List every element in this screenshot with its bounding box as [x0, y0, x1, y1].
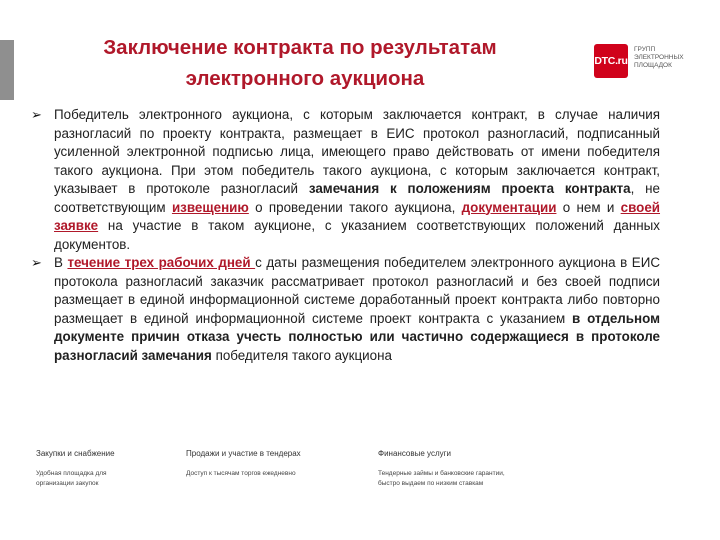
highlighted-term: своей заявке — [54, 199, 661, 233]
text-run: победителя такого аукциона — [211, 347, 392, 363]
footer-subtext: быстро выдаем по низким ставкам — [378, 479, 484, 487]
logo-text-line-1: ГРУПП — [634, 46, 656, 53]
logo-text-line-3: ПЛОЩАДОК — [634, 62, 672, 69]
title-line-2: электронного аукциона — [185, 67, 425, 90]
logo — [594, 44, 704, 78]
text-run: Победитель электронного аукциона, с которым заключается контракт, в случае наличия разногласий по проекту контракта, размещает в ЕИС протокол разногласий, подписанный усиленной электронной подписью лица, имеющего право действовать от имени победителя такого аукциона. При этом победитель такого аукциона, с которым заключается контракт, указывает в протоколе разногласий — [54, 107, 660, 196]
footer-heading: Продажи и участие в тендерах — [186, 449, 301, 458]
footer-column-finance — [378, 449, 505, 488]
arrow-icon: ➢ — [31, 107, 42, 122]
highlighted-term: извещению — [171, 199, 249, 215]
highlighted-term: документации — [461, 199, 557, 215]
bold-text: замечания к положениям проекта контракта — [308, 181, 631, 196]
text-run: о нем и — [556, 199, 621, 215]
title-line-1: Заключение контракта по результатам — [103, 36, 497, 59]
text-run: , не соответствующим — [54, 181, 660, 215]
left-accent-bar — [0, 40, 14, 100]
bullet-paragraph — [31, 106, 661, 254]
footer-subtext: Удобная площадка для — [36, 470, 107, 477]
footer-heading: Закупки и снабжение — [36, 449, 115, 458]
footer-subtext: организации закупок — [36, 479, 99, 487]
body-text — [31, 106, 661, 365]
footer-column-procurement — [36, 449, 115, 488]
arrow-icon: ➢ — [31, 255, 42, 270]
footer-subtext: Доступ к тысячам торгов ежедневно — [186, 470, 296, 477]
logo-mark: DTC.ru — [594, 44, 628, 78]
highlighted-term: течение трех рабочих дней — [67, 255, 256, 270]
logo-text-line-2: ЭЛЕКТРОННЫХ — [634, 54, 684, 61]
text-run: на участие в таком аукционе, с указанием соответствующих положений данных документов. — [54, 218, 660, 252]
footer-heading: Финансовые услуги — [378, 449, 452, 458]
page-title — [40, 32, 560, 94]
text-run: о проведении такого аукциона, — [248, 199, 462, 215]
bullet-paragraph — [31, 254, 660, 365]
text-run: В — [54, 255, 68, 270]
logo-text — [634, 46, 684, 70]
footer-subtext: Тендерные займы и банковские гарантии, — [378, 470, 505, 477]
footer-column-sales — [186, 449, 301, 479]
bold-text: в отдельном документе причин отказа учесть полностью или частично содержащиеся в протоколе разногласий замечания — [54, 310, 660, 363]
text-run: с даты размещения победителем электронного аукциона в ЕИС протокола разногласий заказчик рассматривает протокол разногласий и без своей подписи размещает в единой информационной системе доработанный проект контракта либо повторно размещает в единой информационной системе проект контракта с указанием — [54, 255, 660, 326]
